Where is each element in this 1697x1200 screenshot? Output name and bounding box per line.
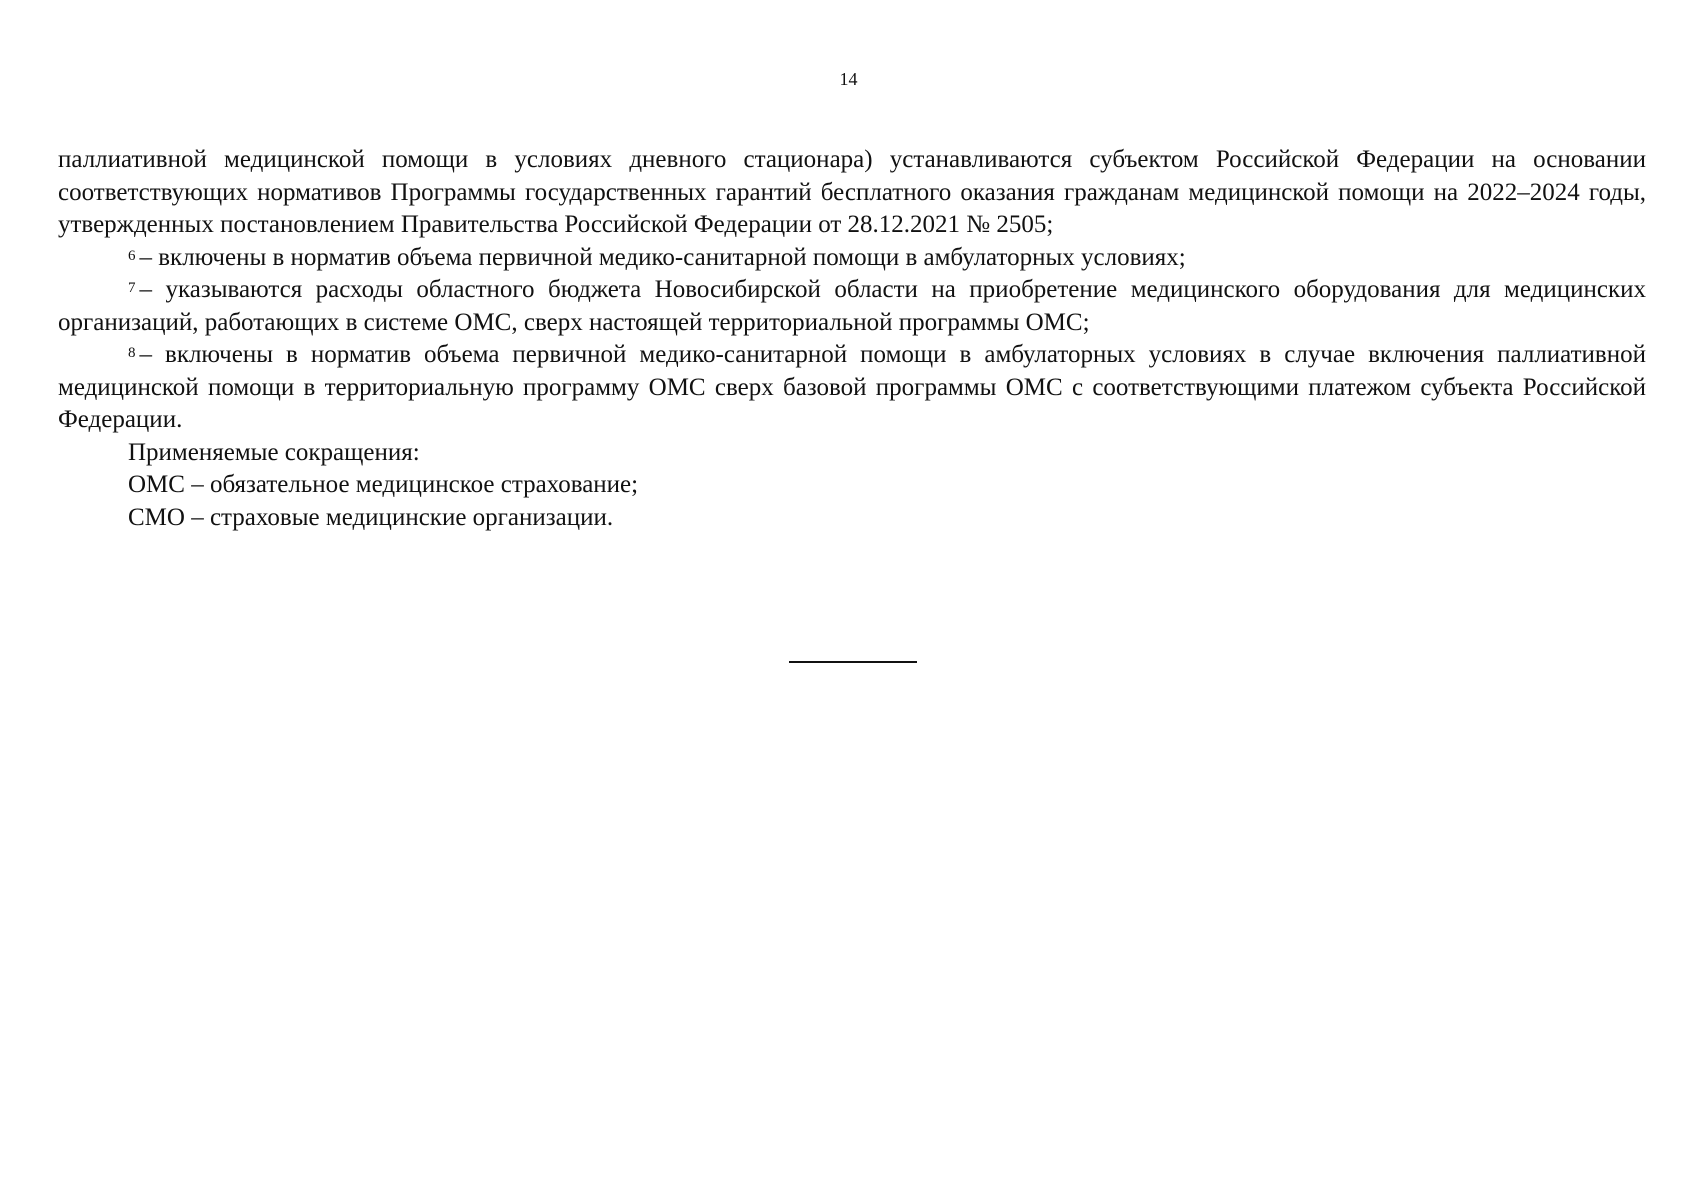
abbreviation-smo: СМО – страховые медицинские организации.: [128, 503, 614, 531]
footnote-8: [58, 339, 1646, 437]
footnote-7-text: – указываются расходы областного бюджета Новосибирской области на приобретение медицинского оборудования для медицинских организаций, работающих в системе ОМС, сверх настоящей территориальной программы ОМС;: [58, 276, 1646, 336]
abbreviations-heading: Применяемые сокращения:: [128, 438, 420, 466]
footnote-8-text: – включены в норматив объема первичной медико-санитарной помощи в амбулаторных условиях в случае включения паллиативной медицинской помощи в территориальную программу ОМС сверх базовой программы ОМС с соответствующими платежом субъекта Российской Федерации.: [58, 341, 1646, 433]
footnote-6-text: – включены в норматив объема первичной медико-санитарной помощи в амбулаторных условиях;: [139, 243, 1186, 271]
continuation-paragraph: паллиативной медицинской помощи в условиях дневного стационара) устанавливаются субъектом Российской Федерации на основании соответствующих нормативов Программы государственных гарантий бесплатного оказания гражданам медицинской помощи на 2022–2024 годы, утвержденных постановлением Правительства Российской Федерации от 28.12.2021 № 2505;: [58, 146, 1646, 238]
footnote-6-marker: 6: [128, 247, 136, 264]
end-of-document-rule: [789, 661, 917, 663]
footnote-8-marker: 8: [128, 345, 136, 361]
abbreviation-oms: ОМС – обязательное медицинское страхование;: [128, 471, 639, 498]
footnote-7: [58, 274, 1646, 339]
footnote-7-marker: 7: [128, 280, 136, 296]
footnote-6: [58, 242, 1646, 275]
page-number: 14: [839, 69, 858, 89]
document-body: [58, 144, 1646, 534]
